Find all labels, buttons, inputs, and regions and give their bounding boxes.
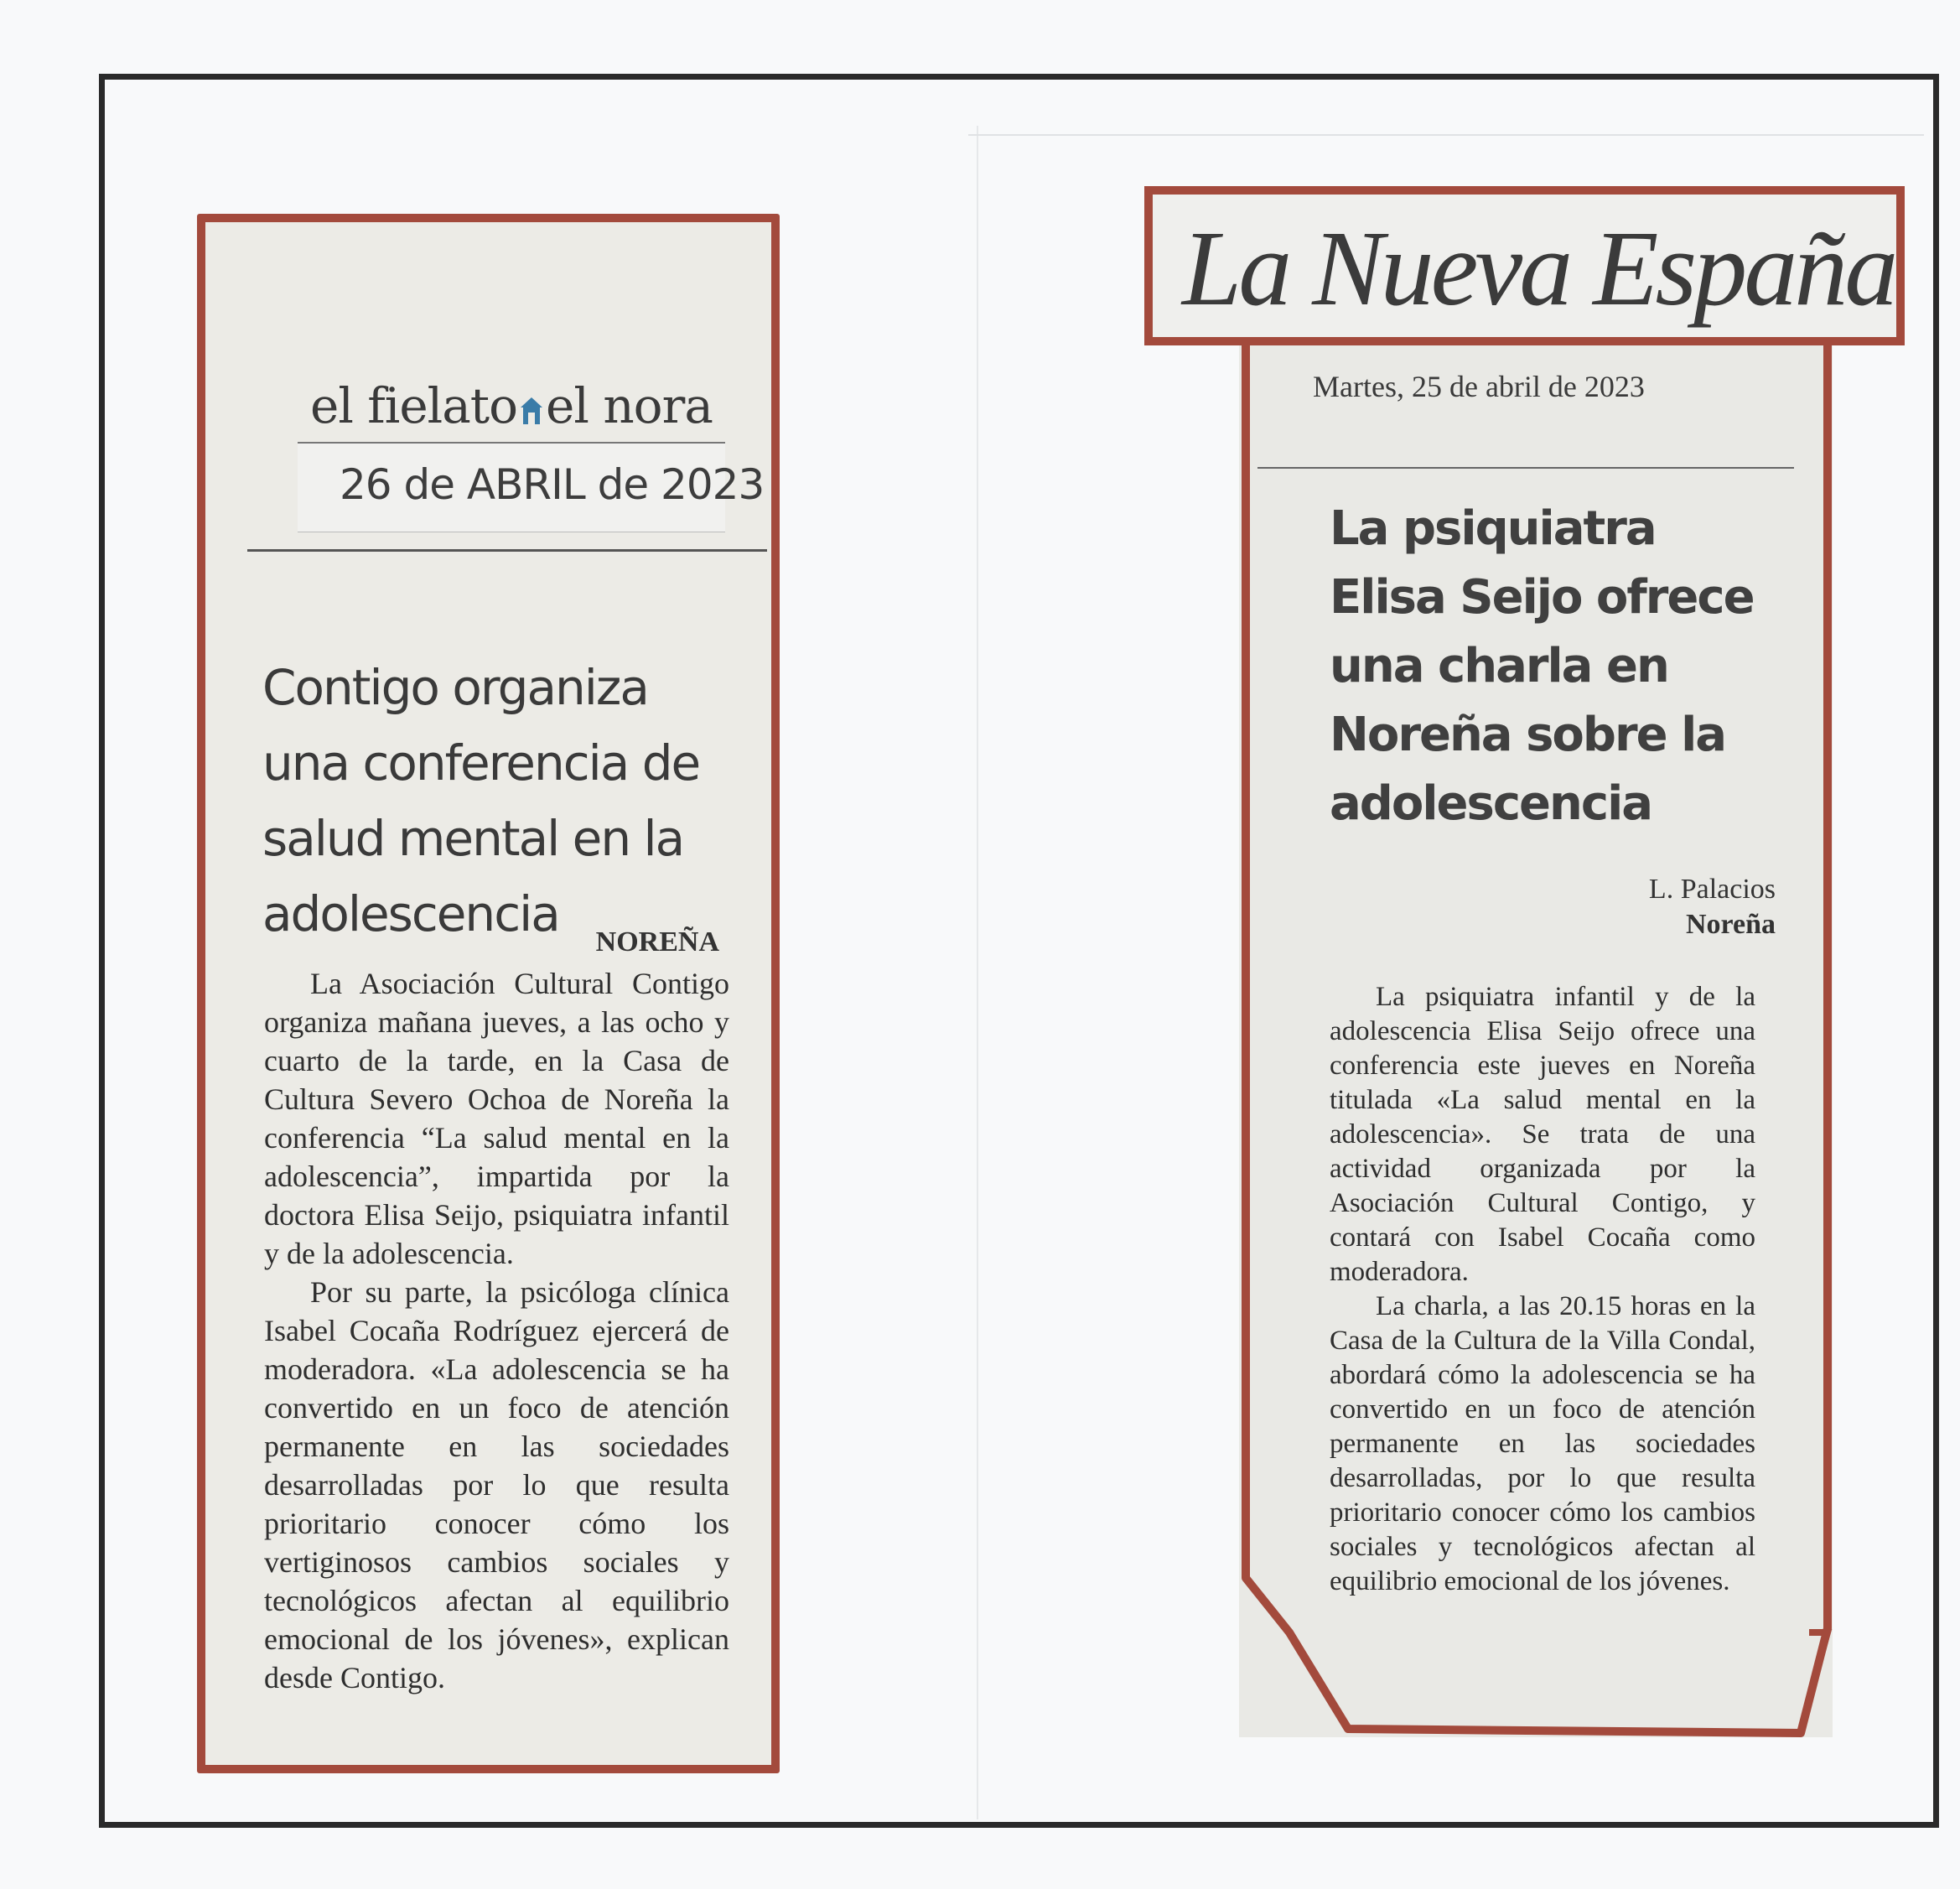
paragraph: La psiquiatra infantil y de la adolescencia Elisa Seijo ofrece una conferencia este jueves en Noreña titulada «La salud mental en la adolescencia». Se trata de una actividad organizada por la Asociación Cultural Contigo, y contará con Isabel Cocaña como moderadora. bbox=[1330, 982, 1755, 1287]
dateline-place: Noreña bbox=[1685, 909, 1776, 940]
fold-line-top bbox=[968, 134, 1924, 136]
paragraph: La charla, a las 20.15 horas en la Casa de la Cultura de la Villa Condal, abordará cómo la adolescencia se ha convertido en un foco de atención permanente en las sociedades desarrolladas, por lo que resulta prioritario conocer cómo los cambios sociales y tecnológicos afectan al equilibrio emocional de los jóvenes. bbox=[1330, 1291, 1755, 1596]
logo-part-1: el fielato bbox=[310, 377, 518, 434]
house-icon bbox=[519, 396, 544, 426]
publication-date: 26 de ABRIL de 2023 bbox=[340, 460, 765, 509]
dateline-place: NOREÑA bbox=[595, 926, 719, 957]
fold-line bbox=[977, 126, 978, 1819]
date-strip bbox=[298, 442, 765, 532]
paragraph: Por su parte, la psicóloga clínica Isabel Cocaña Rodríguez ejercerá de moderadora. «La adolescencia se ha convertido en un foco de atención permanente en las sociedades desarrolladas por lo que resulta prioritario conocer cómo los vertiginosos cambios sociales y tecnológicos afectan al equilibrio emocional de los jóvenes», explican desde Contigo. bbox=[264, 1275, 729, 1694]
headline: La psiquiatra Elisa Seijo ofrece una charla en Noreña sobre la adolescencia bbox=[1330, 501, 1754, 831]
masthead-la-nueva-espana bbox=[1144, 186, 1905, 345]
logo-part-2: el nora bbox=[546, 377, 713, 434]
masthead-title: La Nueva España bbox=[1182, 209, 1895, 328]
clipping-el-fielato bbox=[197, 214, 780, 1773]
publication-logo bbox=[310, 377, 713, 434]
divider bbox=[247, 549, 767, 552]
article-body bbox=[264, 964, 729, 1697]
publication-date: Martes, 25 de abril de 2023 bbox=[1313, 370, 1645, 403]
paragraph: La Asociación Cultural Contigo organiza mañana jueves, a las ocho y cuarto de la tarde, en la Casa de Cultura Severo Ochoa de Noreña la conferencia “La salud mental en la adolescencia”, impartida por la doctora Elisa Seijo, psiquiatra infantil y de la adolescencia. bbox=[264, 967, 729, 1270]
marker-outline bbox=[1231, 337, 1843, 1754]
author: L. Palacios bbox=[1648, 874, 1776, 905]
headline: Contigo organiza una conferencia de salud mental en la adolescencia bbox=[262, 659, 700, 942]
